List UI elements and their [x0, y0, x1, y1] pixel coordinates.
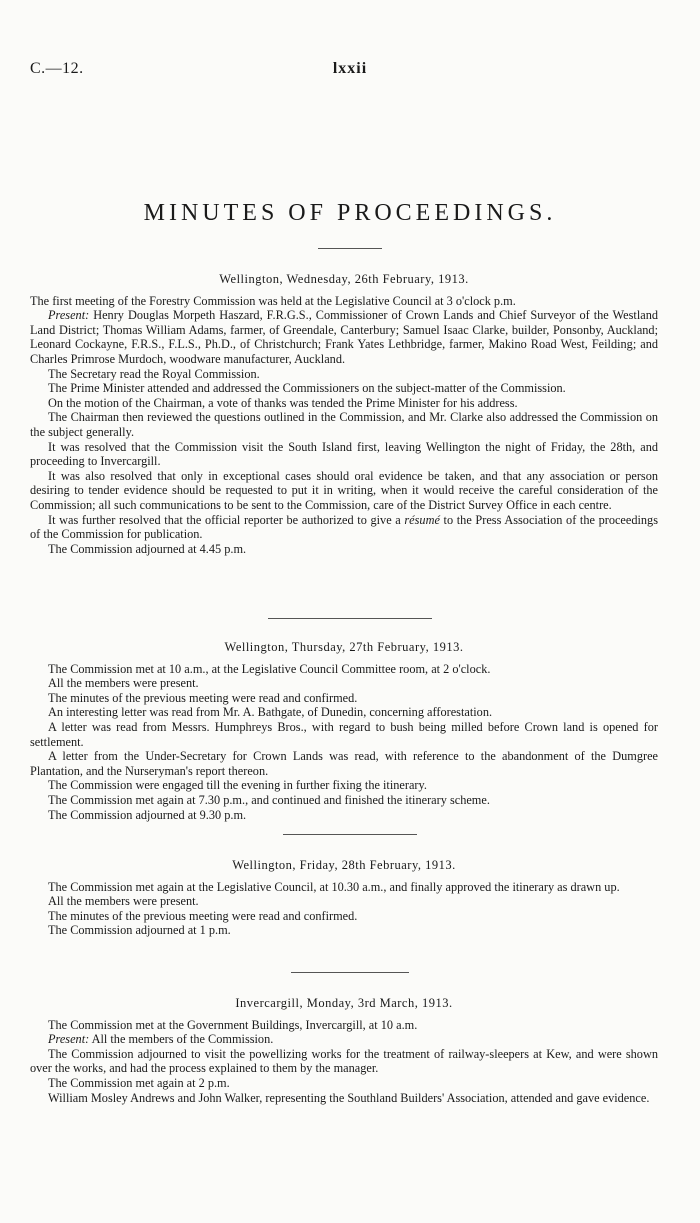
- paragraph: All the members were present.: [48, 676, 199, 691]
- paragraph: All the members were present.: [48, 894, 199, 909]
- paragraph: The Commission adjourned at 1 p.m.: [48, 923, 231, 938]
- page-title: MINUTES OF PROCEEDINGS.: [143, 200, 557, 226]
- paragraph: The minutes of the previous meeting were read and confirmed.: [48, 690, 358, 705]
- paragraph: The Commission met at the Government Buildings, Invercargill, at 10 a.m.: [48, 1017, 418, 1032]
- section-divider: [283, 834, 417, 835]
- paragraph: William Mosley Andrews and John Walker, representing the Southland Builders' Association, attended and gave evidence.: [48, 1090, 650, 1105]
- paragraph: A letter was read from Messrs. Humphreys Bros., with regard to bush being milled before Crown land is opened for settlement.: [30, 719, 658, 749]
- section-wellington-27-feb: [30, 640, 658, 822]
- paragraph: The Commission were engaged till the evening in further fixing the itinerary.: [48, 778, 427, 793]
- paragraph: The Commission met again at 2 p.m.: [48, 1075, 230, 1090]
- paragraph: It was resolved that the Commission visit the South Island first, leaving Wellington the night of Friday, the 28th, and proceeding to Invercargill.: [30, 439, 658, 469]
- paragraph: It was further resolved that the official reporter be authorized to give a résumé to the Press Association of the proceedings of the Commission for publication.: [30, 512, 658, 542]
- section-wellington-28-feb: [30, 858, 658, 938]
- paragraph: A letter from the Under-Secretary for Crown Lands was read, with reference to the abandonment of the Dumgree Plantation, and the Nurseryman's report thereon.: [30, 749, 658, 778]
- section-heading: Invercargill, Monday, 3rd March, 1913.: [235, 996, 453, 1010]
- section-invercargill-3-mar: [30, 996, 658, 1105]
- paragraph: The Commission adjourned to visit the powellizing works for the treatment of railway-sleepers at Kew, and were shown over the works, and had the process explained to them by the manager.: [30, 1046, 658, 1076]
- paragraph: The Commission met again at the Legislative Council, at 10.30 a.m., and finally approved the itinerary as drawn up.: [48, 879, 620, 894]
- italic-term: résumé: [404, 512, 440, 527]
- paragraph: The Commission adjourned at 9.30 p.m.: [48, 807, 247, 822]
- page-number: lxxii: [332, 60, 368, 77]
- paragraph: The minutes of the previous meeting were read and confirmed.: [48, 908, 358, 923]
- paragraph: It was also resolved that only in exceptional cases should oral evidence be taken, and that any association or person desiring to tender evidence should be requested to put it in writing, when it would receive the careful consideration of the Commission; all such communications to be sent to the Commission, care of the District Survey Office in each centre.: [30, 468, 658, 512]
- paragraph: On the motion of the Chairman, a vote of thanks was tended the Prime Minister for his address.: [48, 395, 518, 410]
- title-divider: [318, 248, 382, 249]
- present-label: Present:: [48, 1032, 90, 1047]
- paragraph: An interesting letter was read from Mr. A. Bathgate, of Dunedin, concerning afforestation.: [48, 705, 493, 720]
- paragraph: The Chairman then reviewed the questions outlined in the Commission, and Mr. Clarke also addressed the Commission on the subject generally.: [30, 410, 658, 439]
- paragraph: The Secretary read the Royal Commission.: [48, 366, 260, 381]
- section-divider: [291, 972, 409, 973]
- paragraph: The Commission met at 10 a.m., at the Legislative Council Committee room, at 2 o'clock.: [48, 661, 491, 676]
- section-heading: Wellington, Friday, 28th February, 1913.: [232, 858, 456, 872]
- paragraph: Present: All the members of the Commission.: [48, 1032, 274, 1047]
- paragraph: Present: Henry Douglas Morpeth Haszard, F.R.G.S., Commissioner of Crown Lands and Chief Surveyor of the Westland Land District; Thomas William Adams, farmer, of Greendale, Canterbury; Samuel Isaac Clarke, builder, Ponsonby, Auckland; Leonard Cockayne, F.R.S., F.L.S., Ph.D., of Christchurch; Frank Yates Lethbridge, farmer, Makino Road West, Feilding; and Charles Primrose Murdoch, woodware manufacturer, Auckland.: [30, 308, 658, 366]
- paragraph: The first meeting of the Forestry Commission was held at the Legislative Council at 3 o'clock p.m.: [30, 293, 516, 308]
- section-wellington-26-feb: [30, 272, 658, 556]
- section-heading: Wellington, Wednesday, 26th February, 1913.: [219, 272, 469, 286]
- section-heading: Wellington, Thursday, 27th February, 1913.: [224, 640, 464, 654]
- paragraph: The Commission adjourned at 4.45 p.m.: [48, 541, 247, 556]
- paragraph: The Commission met again at 7.30 p.m., and continued and finished the itinerary scheme.: [48, 792, 490, 807]
- section-divider: [268, 618, 432, 619]
- paragraph: The Prime Minister attended and addressed the Commissioners on the subject-matter of the Commission.: [48, 381, 566, 396]
- present-label: Present:: [48, 308, 90, 323]
- document-reference: C.—12.: [30, 60, 84, 77]
